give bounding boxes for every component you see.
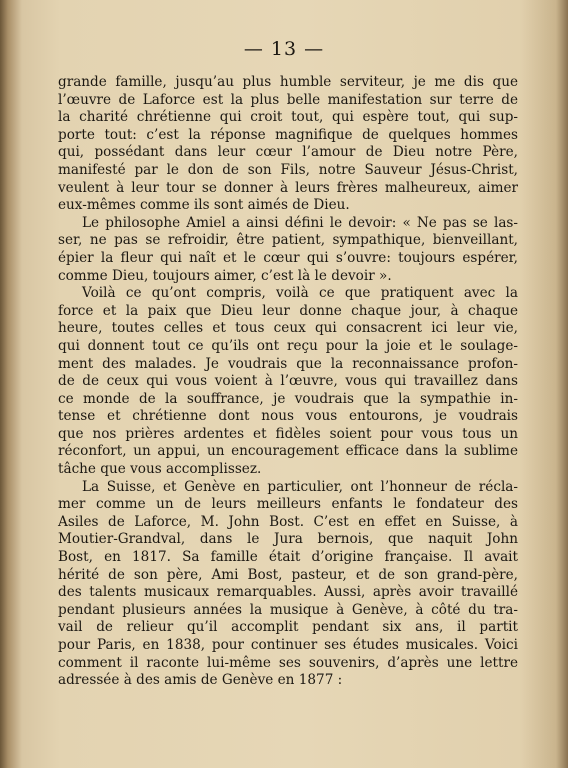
text-line: Asiles de Laforce, M. John Bost. C’est en effet en Suisse, à [58,513,518,530]
paragraph [58,74,518,215]
text-line: de de ceux qui vous voient à l’œuvre, vous qui travaillez dans [58,373,518,390]
text-line: la charité chrétienne qui croit tout, qui espère tout, qui sup- [58,109,518,126]
paragraph [58,479,518,690]
text-line: ser, ne pas se refroidir, être patient, sympathique, bienveillant, [58,232,518,249]
text-line: épier la fleur qui naît et le cœur qui s’ouvre: toujours espérer, [58,249,518,266]
text-line: pendant plusieurs années la musique à Genève, à côté du tra- [58,601,518,618]
text-line: tense et chrétienne dont nous vous entourons, je voudrais [58,408,518,425]
text-line: manifesté par le don de son Fils, notre Sauveur Jésus-Christ, [58,161,518,178]
text-line: Voilà ce qu’ont compris, voilà ce que pratiquent avec la [82,285,518,302]
paragraph [58,215,518,285]
text-line: hérité de son père, Ami Bost, pasteur, et de son grand-père, [58,566,518,583]
text-line: veulent à leur tour se donner à leurs frères malheureux, aimer [58,179,518,196]
text-line: comme Dieu, toujours aimer, c’est là le devoir ». [58,267,392,284]
body-text [58,74,518,690]
text-line: comment il raconte lui-même ses souvenirs, d’après une lettre [58,654,518,671]
text-line: Moutier-Grandval, dans le Jura bernois, que naquit John [58,531,518,548]
text-line: adressée à des amis de Genève en 1877 : [58,672,343,689]
page-number: — 13 — [243,38,325,60]
text-line: l’œuvre de Laforce est la plus belle manifestation sur terre de [58,91,518,108]
text-line: pour Paris, en 1838, pour continuer ses études musicales. Voici [58,637,518,653]
text-line: mer comme un de leurs meilleurs enfants le fondateur des [58,496,518,513]
text-line: force et la paix que Dieu leur donne chaque jour, à chaque [58,302,518,319]
text-line: que nos prières ardentes et fidèles soient pour vous tous un [58,425,518,442]
text-line: qui donnent tout ce qu’ils ont reçu pour la joie et le soulage- [58,337,518,354]
text-line: grande famille, jusqu’au plus humble serviteur, je me dis que [58,74,518,90]
text-line: heure, toutes celles et tous ceux qui consacrent ici leur vie, [58,320,518,337]
text-line: ce monde de la souffrance, je voudrais que la sympathie in- [58,390,518,407]
text-line: des talents musicaux remarquables. Aussi, après avoir travaillé [58,584,518,601]
text-line: ment des malades. Je voudrais que la reconnaissance profon- [58,355,518,372]
text-line: Le philosophe Amiel a ainsi défini le devoir: « Ne pas se las- [82,214,518,231]
text-line: La Suisse, et Genève en particulier, ont l’honneur de récla- [82,478,518,495]
text-line: qui, possédant dans leur cœur l’amour de Dieu notre Père, [58,144,518,161]
text-line: vail de relieur qu’il accomplit pendant six ans, il partit [58,619,518,636]
text-line: eux-mêmes comme ils sont aimés de Dieu. [58,197,350,214]
text-line: porte tout: c’est la réponse magnifique de quelques hommes [58,126,518,143]
text-line: tâche que vous accomplissez. [58,461,262,478]
paragraph [58,285,518,479]
text-line: réconfort, un appui, un encouragement efficace dans la sublime [58,443,518,460]
text-line: Bost, en 1817. Sa famille était d’origine française. Il avait [58,549,518,566]
